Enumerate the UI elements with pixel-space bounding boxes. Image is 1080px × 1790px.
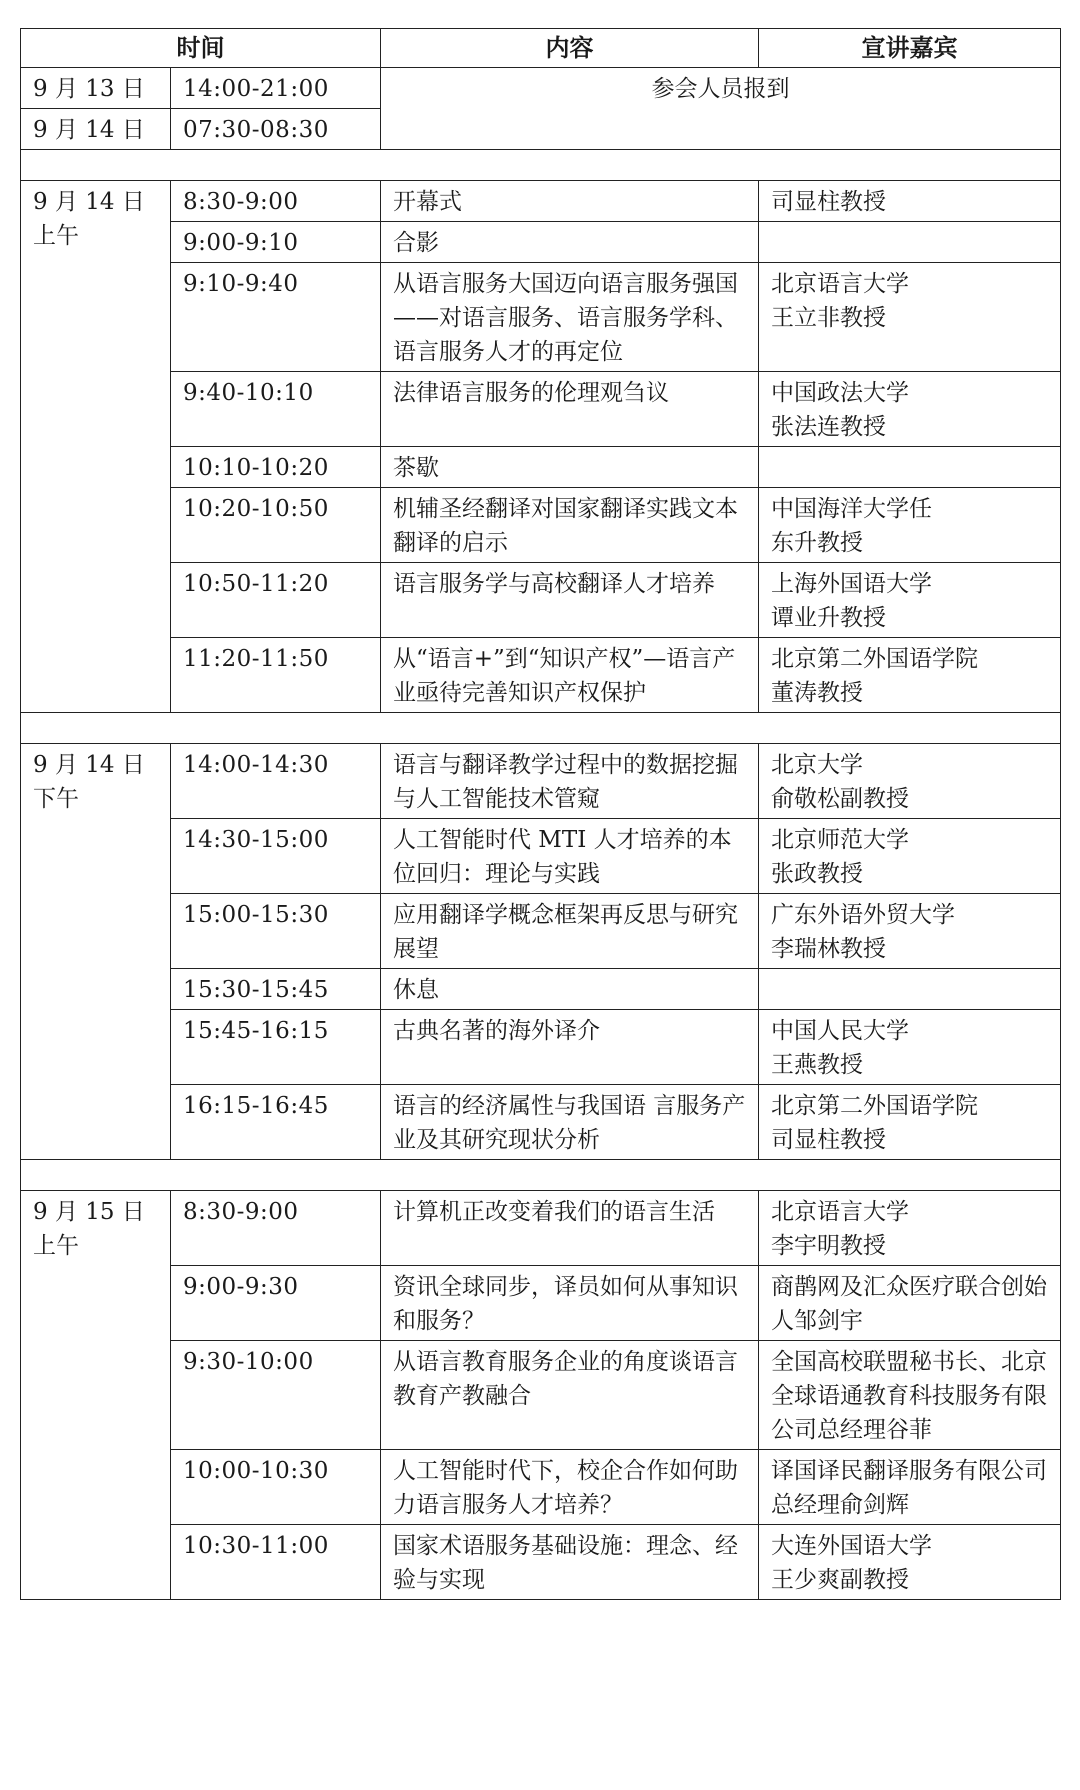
speaker-cell: 译国译民翻译服务有限公司总经理俞剑辉 — [759, 1450, 1061, 1525]
content-cell: 语言服务学与高校翻译人才培养 — [381, 563, 759, 638]
schedule-row — [21, 447, 1061, 488]
time-cell: 9:00-9:10 — [171, 222, 381, 263]
schedule-row — [21, 1341, 1061, 1450]
session-date: 9 月 14 日 — [33, 189, 145, 215]
time-cell: 14:30-15:00 — [171, 819, 381, 894]
time-cell: 10:50-11:20 — [171, 563, 381, 638]
schedule-row — [21, 181, 1061, 222]
divider-cell — [21, 1160, 1061, 1191]
speaker-cell: 北京语言大学 李宇明教授 — [759, 1191, 1061, 1266]
speaker-cell: 中国人民大学 王燕教授 — [759, 1010, 1061, 1085]
schedule-row — [21, 1085, 1061, 1160]
registration-date: 9 月 13 日 — [21, 68, 171, 109]
section-divider — [21, 1160, 1061, 1191]
speaker-cell: 大连外国语大学 王少爽副教授 — [759, 1525, 1061, 1600]
speaker-cell: 司显柱教授 — [759, 181, 1061, 222]
time-cell: 15:00-15:30 — [171, 894, 381, 969]
speaker-cell — [759, 447, 1061, 488]
speaker-cell: 商鹊网及汇众医疗联合创始人邹剑宇 — [759, 1266, 1061, 1341]
schedule-row — [21, 1266, 1061, 1341]
time-cell: 9:40-10:10 — [171, 372, 381, 447]
registration-time: 07:30-08:30 — [171, 109, 381, 150]
time-cell: 8:30-9:00 — [171, 1191, 381, 1266]
divider-cell — [21, 713, 1061, 744]
speaker-cell: 北京语言大学 王立非教授 — [759, 263, 1061, 372]
header-speaker: 宣讲嘉宾 — [759, 29, 1061, 68]
session-period: 上午 — [33, 223, 79, 249]
schedule-row — [21, 638, 1061, 713]
session-date: 9 月 14 日 — [33, 752, 145, 778]
schedule-row — [21, 563, 1061, 638]
speaker-cell: 全国高校联盟秘书长、北京全球语通教育科技服务有限公司总经理谷菲 — [759, 1341, 1061, 1450]
time-cell: 9:00-9:30 — [171, 1266, 381, 1341]
schedule-row — [21, 1525, 1061, 1600]
header-row — [21, 29, 1061, 68]
speaker-cell: 北京第二外国语学院 司显柱教授 — [759, 1085, 1061, 1160]
time-cell: 14:00-14:30 — [171, 744, 381, 819]
speaker-cell: 上海外国语大学 谭业升教授 — [759, 563, 1061, 638]
schedule-row — [21, 372, 1061, 447]
content-cell: 人工智能时代 MTI 人才培养的本位回归：理论与实践 — [381, 819, 759, 894]
content-cell: 古典名著的海外译介 — [381, 1010, 759, 1085]
speaker-cell: 广东外语外贸大学 李瑞林教授 — [759, 894, 1061, 969]
content-cell: 合影 — [381, 222, 759, 263]
schedule-row — [21, 488, 1061, 563]
time-cell: 16:15-16:45 — [171, 1085, 381, 1160]
session-date-cell — [21, 181, 171, 713]
registration-date: 9 月 14 日 — [21, 109, 171, 150]
speaker-cell: 中国政法大学 张法连教授 — [759, 372, 1061, 447]
content-cell: 从“语言+”到“知识产权”—语言产业亟待完善知识产权保护 — [381, 638, 759, 713]
header-content: 内容 — [381, 29, 759, 68]
content-cell: 从语言教育服务企业的角度谈语言教育产教融合 — [381, 1341, 759, 1450]
content-cell: 计算机正改变着我们的语言生活 — [381, 1191, 759, 1266]
schedule-row — [21, 1450, 1061, 1525]
schedule-row — [21, 1191, 1061, 1266]
registration-row — [21, 68, 1061, 109]
session-date-cell — [21, 1191, 171, 1600]
schedule-row — [21, 222, 1061, 263]
time-cell: 10:20-10:50 — [171, 488, 381, 563]
time-cell: 11:20-11:50 — [171, 638, 381, 713]
speaker-cell: 中国海洋大学任 东升教授 — [759, 488, 1061, 563]
content-cell: 语言与翻译教学过程中的数据挖掘与人工智能技术管窥 — [381, 744, 759, 819]
time-cell: 10:00-10:30 — [171, 1450, 381, 1525]
content-cell: 茶歇 — [381, 447, 759, 488]
content-cell: 休息 — [381, 969, 759, 1010]
schedule-sheet — [20, 28, 1060, 1600]
speaker-cell — [759, 222, 1061, 263]
speaker-cell: 北京大学 俞敬松副教授 — [759, 744, 1061, 819]
session-period: 下午 — [33, 786, 79, 812]
section-divider — [21, 150, 1061, 181]
registration-content: 参会人员报到 — [381, 68, 1061, 150]
session-date: 9 月 15 日 — [33, 1199, 145, 1225]
content-cell: 语言的经济属性与我国语 言服务产业及其研究现状分析 — [381, 1085, 759, 1160]
content-cell: 开幕式 — [381, 181, 759, 222]
content-cell: 人工智能时代下，校企合作如何助力语言服务人才培养？ — [381, 1450, 759, 1525]
time-cell: 9:30-10:00 — [171, 1341, 381, 1450]
content-cell: 资讯全球同步，译员如何从事知识和服务？ — [381, 1266, 759, 1341]
schedule-row — [21, 969, 1061, 1010]
schedule-row — [21, 263, 1061, 372]
divider-cell — [21, 150, 1061, 181]
schedule-body — [21, 68, 1061, 1600]
time-cell: 15:45-16:15 — [171, 1010, 381, 1085]
schedule-row — [21, 744, 1061, 819]
schedule-table — [20, 28, 1061, 1600]
time-cell: 10:10-10:20 — [171, 447, 381, 488]
session-period: 上午 — [33, 1233, 79, 1259]
content-cell: 国家术语服务基础设施：理念、经验与实现 — [381, 1525, 759, 1600]
schedule-row — [21, 894, 1061, 969]
content-cell: 机辅圣经翻译对国家翻译实践文本翻译的启示 — [381, 488, 759, 563]
header-time: 时间 — [21, 29, 381, 68]
content-cell: 应用翻译学概念框架再反思与研究展望 — [381, 894, 759, 969]
speaker-cell: 北京师范大学 张政教授 — [759, 819, 1061, 894]
speaker-cell: 北京第二外国语学院 董涛教授 — [759, 638, 1061, 713]
time-cell: 8:30-9:00 — [171, 181, 381, 222]
schedule-row — [21, 819, 1061, 894]
content-cell: 从语言服务大国迈向语言服务强国——对语言服务、语言服务学科、语言服务人才的再定位 — [381, 263, 759, 372]
schedule-row — [21, 1010, 1061, 1085]
time-cell: 15:30-15:45 — [171, 969, 381, 1010]
time-cell: 9:10-9:40 — [171, 263, 381, 372]
content-cell: 法律语言服务的伦理观刍议 — [381, 372, 759, 447]
session-date-cell — [21, 744, 171, 1160]
time-cell: 10:30-11:00 — [171, 1525, 381, 1600]
section-divider — [21, 713, 1061, 744]
speaker-cell — [759, 969, 1061, 1010]
registration-time: 14:00-21:00 — [171, 68, 381, 109]
